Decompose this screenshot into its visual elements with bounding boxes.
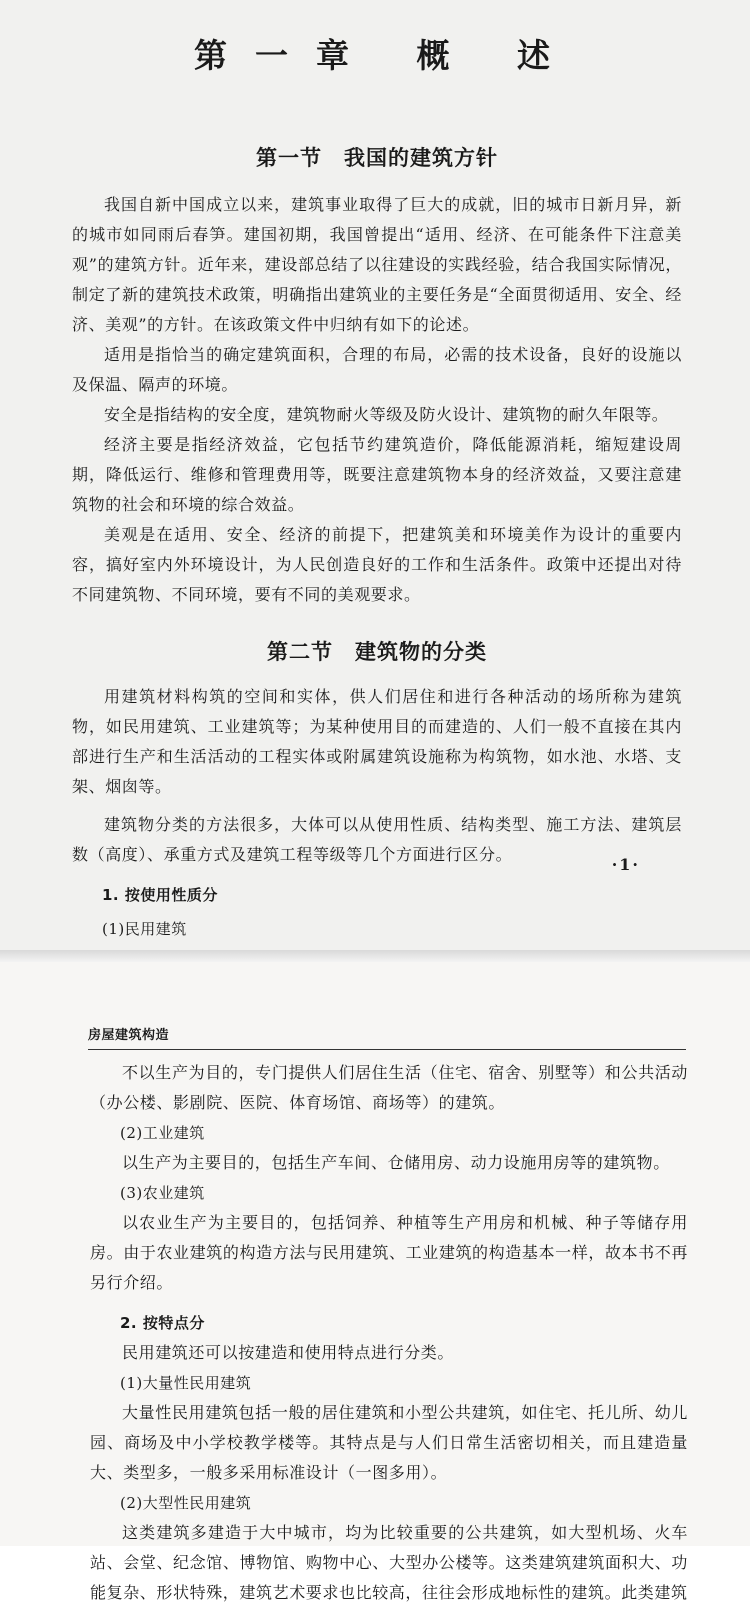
subheading-industrial: (2)工业建筑: [120, 1124, 205, 1142]
subheading-mass-civil: (1)大量性民用建筑: [120, 1374, 252, 1392]
paragraph: 建筑物分类的方法很多，大体可以从使用性质、结构类型、施工方法、建筑层数（高度）、承重方式及建筑工程等级等几个方面进行区分。: [72, 815, 682, 864]
paragraph: 美观是在适用、安全、经济的前提下，把建筑美和环境美作为设计的重要内容，搞好室内外环境设计，为人民创造良好的工作和生活条件。政策中还提出对待不同建筑物、不同环境，要有不同的美观要求。: [72, 525, 682, 604]
paragraph: 安全是指结构的安全度，建筑物耐火等级及防火设计、建筑物的耐久年限等。: [104, 405, 669, 424]
running-header: 房屋建筑构造: [88, 1024, 686, 1050]
paragraph: 民用建筑还可以按建造和使用特点进行分类。: [122, 1343, 455, 1362]
paragraph: 不以生产为目的，专门提供人们居住生活（住宅、宿舍、别墅等）和公共活动（办公楼、影剧院、医院、体育场馆、商场等）的建筑。: [90, 1063, 688, 1112]
section-title-2: 第二节 建筑物的分类: [267, 639, 487, 664]
paragraph: 大量性民用建筑包括一般的居住建筑和小型公共建筑，如住宅、托儿所、幼儿园、商场及中小学校教学楼等。其特点是与人们日常生活密切相关，而且建造量大、类型多，一般多采用标准设计（一图多用）。: [90, 1403, 688, 1482]
paragraph: 适用是指恰当的确定建筑面积，合理的布局，必需的技术设备，良好的设施以及保温、隔声的环境。: [72, 345, 682, 394]
subheading-use-nature: 1. 按使用性质分: [102, 886, 218, 904]
page-number: ·1·: [611, 855, 640, 874]
section-title-1: 第一节 我国的建筑方针: [256, 145, 498, 170]
book-page-2: [0, 962, 750, 1602]
chapter-title: 第一章 概 述: [194, 36, 578, 75]
paragraph: 我国自新中国成立以来，建筑事业取得了巨大的成就，旧的城市日新月异，新的城市如同雨后春笋。建国初期，我国曾提出“适用、经济、在可能条件下注意美观”的建筑方针。近年来，建设部总结了以往建设的实践经验，结合我国实际情况，制定了新的建筑技术政策，明确指出建筑业的主要任务是“全面贯彻适用、安全、经济、美观”的方针。在该政策文件中归纳有如下的论述。: [72, 195, 682, 334]
paragraph: 以生产为主要目的，包括生产车间、仓储用房、动力设施用房等的建筑物。: [122, 1153, 670, 1172]
paragraph: 以农业生产为主要目的，包括饲养、种植等生产用房和机械、种子等储存用房。由于农业建筑的构造方法与民用建筑、工业建筑的构造基本一样，故本书不再另行介绍。: [90, 1213, 688, 1292]
subheading-large-civil: (2)大型性民用建筑: [120, 1494, 252, 1512]
subheading-agricultural: (3)农业建筑: [120, 1184, 205, 1202]
subheading-civil-buildings: (1)民用建筑: [102, 920, 187, 938]
subheading-by-feature: 2. 按特点分: [120, 1314, 205, 1332]
page-content: [90, 1058, 688, 1608]
paragraph: 用建筑材料构筑的空间和实体，供人们居住和进行各种活动的场所称为建筑物，如民用建筑、工业建筑等；为某种使用目的而建造的、人们一般不直接在其内部进行生产和生活活动的工程实体或附属建筑设施称为构筑物，如水池、水塔、支架、烟囱等。: [72, 687, 682, 796]
page-divider: [0, 950, 750, 962]
paragraph: 经济主要是指经济效益，它包括节约建筑造价，降低能源消耗，缩短建设周期，降低运行、维修和管理费用等，既要注意建筑物本身的经济效益，又要注意建筑物的社会和环境的综合效益。: [72, 435, 682, 514]
paragraph: 这类建筑多建造于大中城市，均为比较重要的公共建筑，如大型机场、火车站、会堂、纪念馆、博物馆、购物中心、大型办公楼等。这类建筑建筑面积大、功能复杂、形状特殊，建筑艺术要求也比较高，往往会形成地标性的建筑。此类建筑: [90, 1523, 688, 1602]
